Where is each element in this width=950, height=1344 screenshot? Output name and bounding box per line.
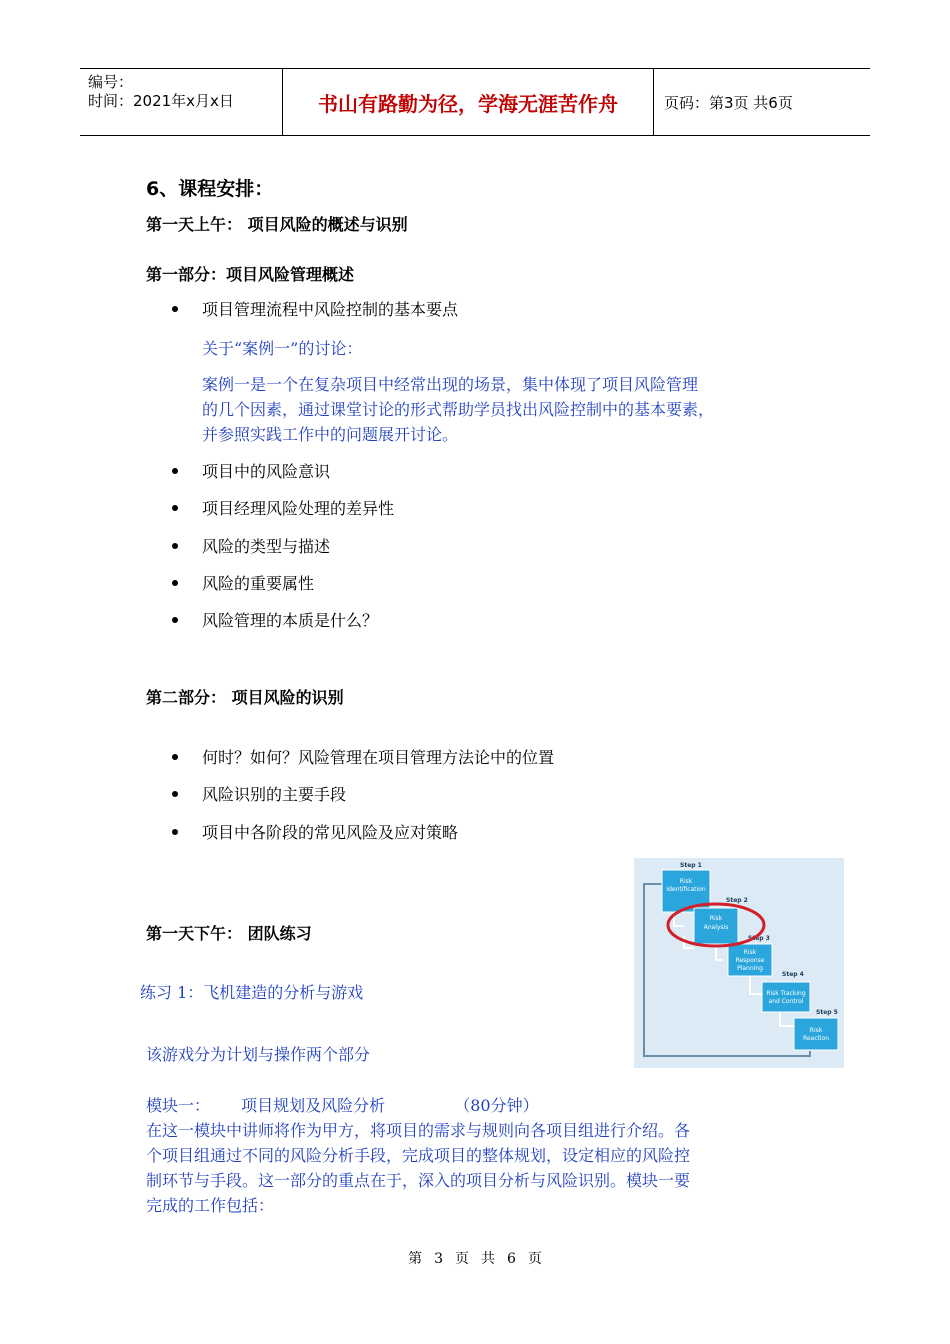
bullet-icon [172,505,178,511]
module1-line: 在这一模块中讲师将作为甲方，将项目的需求与规则向各项目组进行介绍。各 [146,1121,691,1140]
bullet-icon [172,580,178,586]
box-text: Response [735,957,765,964]
header-motto: 书山有路勤为径，学海无涯苦作舟 [282,69,654,135]
module1-duration: （80分钟） [454,1096,539,1115]
footer-text: 共 [481,1251,495,1267]
list-item [172,571,314,594]
footer-text: 页 [455,1251,469,1267]
list-item [172,820,458,843]
list-item-text: 何时？如何？风险管理在项目管理方法论中的位置 [202,748,555,767]
case-line: 并参照实践工作中的问题展开讨论。 [202,425,459,444]
number-label: 编号： [88,73,134,91]
module1-name: 项目规划及风险分析 [241,1096,386,1115]
step-label: Step 5 [816,1009,838,1016]
module1-heading [146,1093,539,1118]
case-title: 关于“案例一”的讨论： [202,339,363,358]
case-line: 的几个因素，通过课堂讨论的形式帮助学员找出风险控制中的基本要素， [202,400,715,419]
list-item-text: 风险管理的本质是什么？ [202,611,379,630]
bullet-icon [172,829,178,835]
list-item [172,782,346,805]
risk-tracking-box [762,982,810,1012]
exercise1-title: 练习 1：飞机建造的分析与游戏 [140,983,364,1002]
step-label: Step 2 [726,897,748,904]
header-page-info: 页码：第3页 共6页 [664,93,793,112]
box-text: Reaction [802,1035,830,1042]
bullet-icon [172,468,178,474]
list-item-text: 风险的类型与描述 [202,537,331,556]
game-description: 该游戏分为计划与操作两个部分 [146,1045,371,1064]
footer-text: 页 [527,1251,542,1267]
bullet-icon [172,543,178,549]
module1-line: 个项目组通过不同的风险分析手段，完成项目的整体规划，设定相应的风险控 [146,1146,691,1165]
bullet-icon [172,754,178,760]
part1-title: 第一部分：项目风险管理概述 [146,265,355,284]
step-label: Step 1 [680,862,702,869]
list-item-text: 风险的重要属性 [202,574,315,593]
box-text: Risk [809,1027,823,1034]
bullet-icon [172,617,178,623]
step-label: Step 4 [782,971,804,978]
bullet-icon [172,306,178,312]
module1-description [146,1118,690,1218]
module1-line: 完成的工作包括： [146,1196,275,1215]
box-text: Identification [666,886,706,893]
box-text: Risk [709,915,723,922]
header-meta [80,69,282,135]
list-item [172,496,394,519]
box-text: Planning [737,965,763,972]
box-text: Risk Tracking [766,990,806,997]
list-item-text: 项目管理流程中风险控制的基本要点 [202,300,459,319]
step-label: Step 3 [748,935,770,942]
box-text: Risk [679,878,693,885]
footer-text: 第 [408,1251,423,1267]
box-text: and Control [768,998,804,1005]
time-label: 时间：2021年x月x日 [88,92,234,110]
list-item-text: 项目中各阶段的常见风险及应对策略 [202,823,459,842]
risk-reaction-box [794,1018,838,1050]
day1-afternoon-heading: 第一天下午： 团队练习 [146,924,312,943]
list-item-text: 项目经理风险处理的差异性 [202,499,395,518]
part2-title: 第二部分： 项目风险的识别 [146,688,344,707]
section-title: 6、课程安排： [146,178,274,200]
box-text: Risk [743,949,757,956]
module1-label: 模块一： [146,1096,211,1115]
list-item [172,459,330,482]
bullet-icon [172,791,178,797]
list-item-text: 项目中的风险意识 [202,462,331,481]
module1-line: 制环节与手段。这一部分的重点在于，深入的项目分析与风险识别。模块一要 [146,1171,691,1190]
document-header [80,68,870,136]
risk-process-diagram [634,858,844,1068]
footer-page-number: 3 [434,1251,443,1267]
list-item [172,534,330,557]
footer-total-pages: 6 [507,1251,516,1267]
box-text: Analysis [703,924,729,931]
case-line: 案例一是一个在复杂项目中经常出现的场景，集中体现了项目风险管理 [202,375,699,394]
list-item [172,745,554,768]
page-footer [0,1248,950,1268]
list-item [172,608,378,631]
case-description [202,372,714,447]
list-item-text: 风险识别的主要手段 [202,785,347,804]
connector-line [750,976,762,994]
day1-morning-heading: 第一天上午： 项目风险的概述与识别 [146,215,408,234]
list-item [172,297,458,320]
